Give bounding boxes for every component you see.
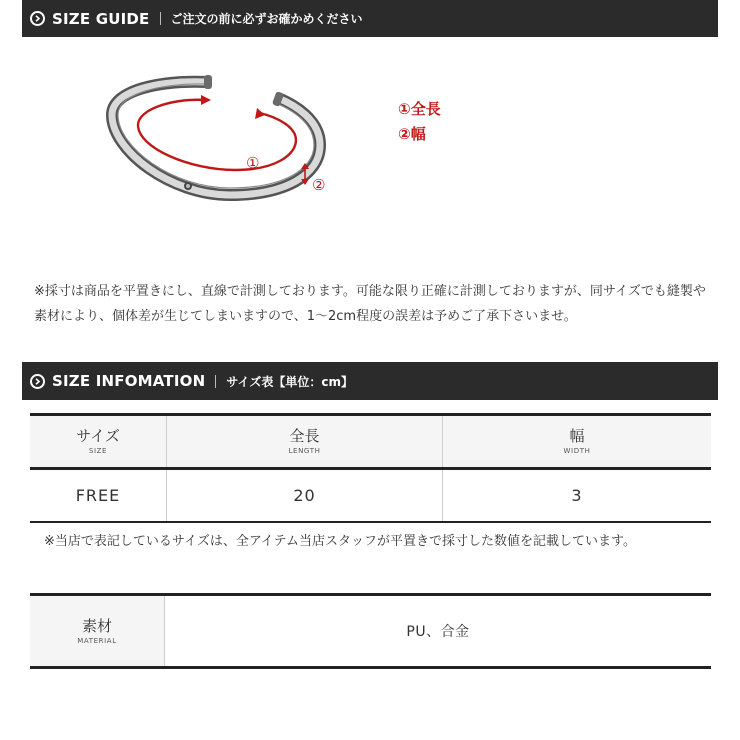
legend-length: ①全長: [398, 100, 441, 118]
chevron-right-icon: [30, 11, 45, 26]
size-table-header-row: [30, 415, 711, 469]
bracelet-diagram: [100, 70, 340, 210]
table-row: [30, 469, 711, 523]
header-cell-width: 幅 WIDTH: [443, 415, 712, 469]
diagram-legend: [398, 97, 441, 147]
header-cell-length: 全長 LENGTH: [167, 415, 443, 469]
marker-width: ②: [312, 176, 326, 194]
material-value: PU、合金: [406, 624, 470, 640]
measurement-note: ※採寸は商品を平置きにし、直線で計測しております。可能な限り正確に計測しておりますが、同サイズでも縫製や素材により、個体差が生じてしまいますので、1～2cm程度の誤差は予めご了承下さいませ。: [34, 284, 706, 324]
material-label-cell: 素材 MATERIAL: [30, 595, 165, 668]
size-guide-subtitle: ご注文の前に必ずお確かめください: [170, 12, 363, 26]
size-table: [30, 413, 711, 523]
header-divider: [215, 375, 216, 388]
size-table-note: ※当店で表記しているサイズは、全アイテム当店スタッフが平置きで採寸した数値を記載しています。: [44, 534, 636, 549]
marker-length: ①: [246, 154, 260, 172]
size-guide-header: [22, 0, 718, 37]
size-info-subtitle: サイズ表【単位：cm】: [226, 374, 354, 389]
cell-size-value: FREE: [30, 469, 167, 523]
chevron-right-icon: [30, 374, 45, 389]
cell-length-value: 20: [167, 469, 443, 523]
header-divider: [160, 12, 161, 25]
cell-width-value: 3: [571, 486, 583, 505]
header-cell-size: サイズ SIZE: [30, 415, 167, 469]
size-guide-title: SIZE GUIDE: [52, 9, 150, 28]
material-table: [30, 593, 711, 669]
table-row: [30, 595, 711, 668]
legend-width: ②幅: [398, 125, 426, 143]
bracelet-illustration: [100, 70, 340, 210]
size-info-title: SIZE INFOMATION: [52, 372, 206, 390]
size-info-header: [22, 362, 718, 400]
